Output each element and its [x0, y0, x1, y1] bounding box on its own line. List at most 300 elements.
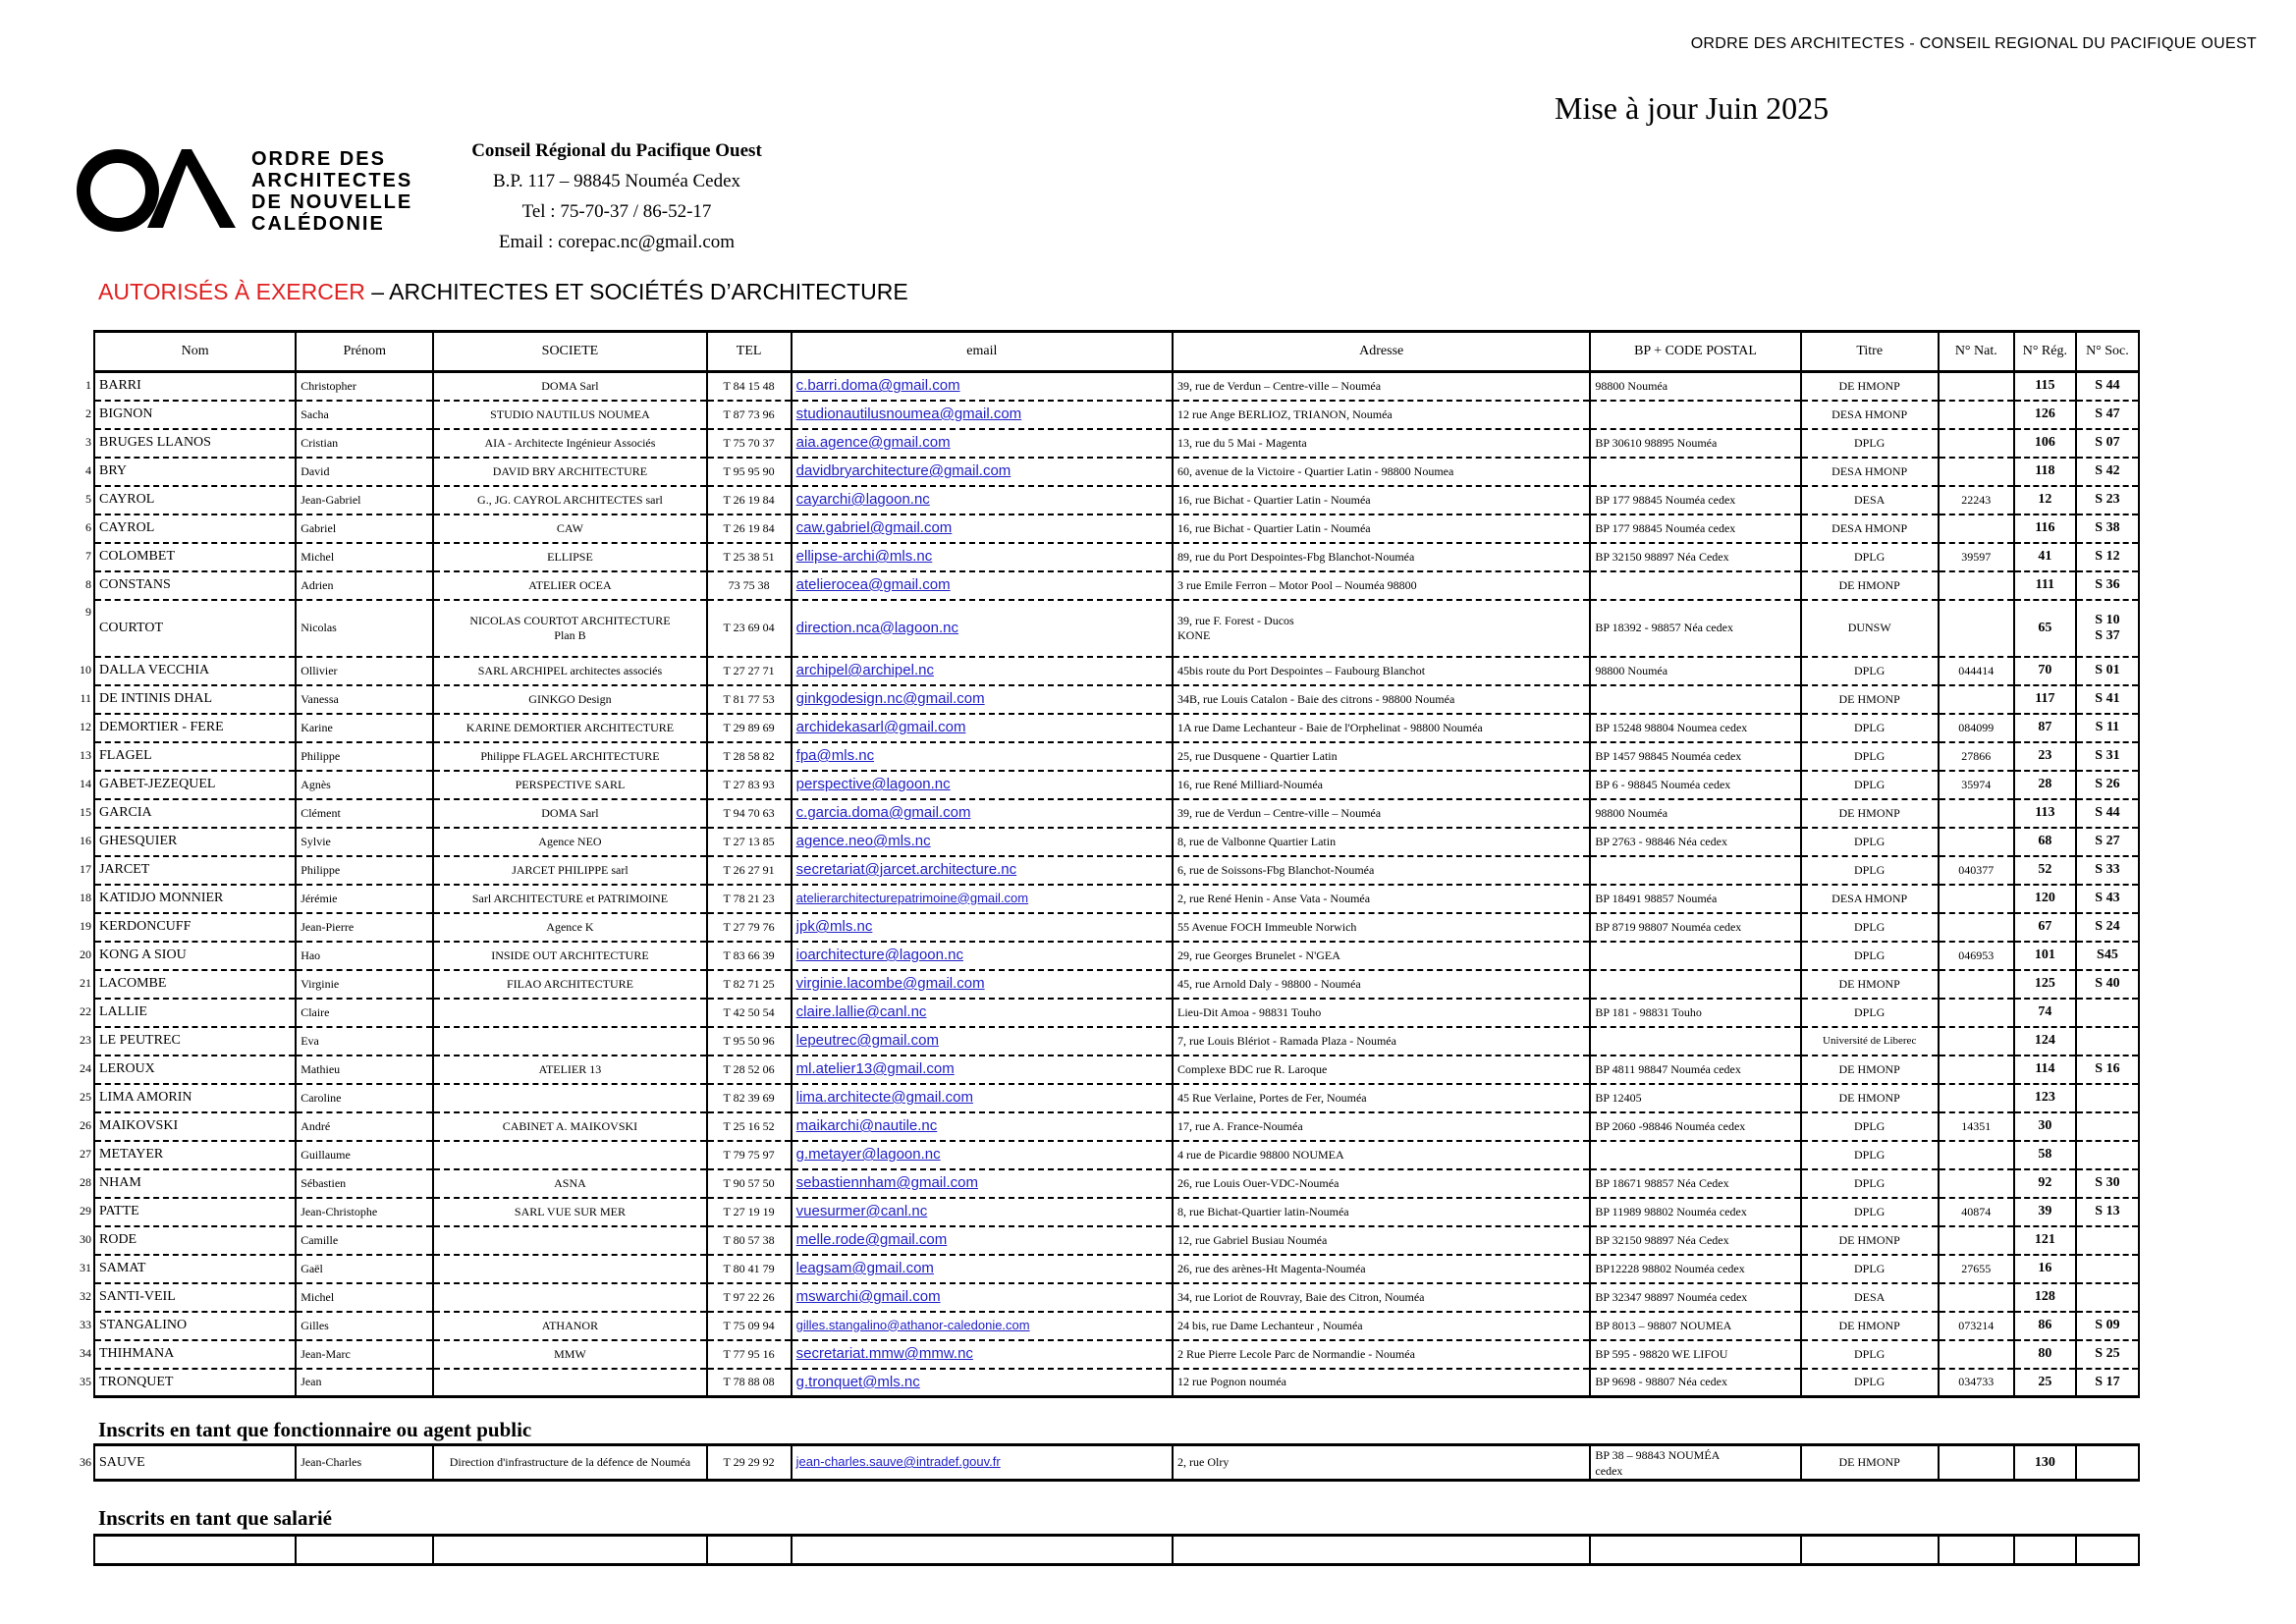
column-header: SOCIETE [433, 332, 706, 372]
reg-text: 126 [2034, 406, 2055, 421]
cell-adresse [1173, 429, 1590, 458]
email-link[interactable]: davidbryarchitecture@gmail.com [795, 462, 1011, 479]
row-index: 24 [80, 1061, 91, 1075]
titre-text: DPLG [1854, 947, 1886, 962]
cell-email[interactable] [792, 742, 1173, 771]
cell-adresse [1173, 970, 1590, 999]
cell-adresse [1173, 856, 1590, 885]
cell-email[interactable] [792, 514, 1173, 543]
nat-text: 39597 [1961, 549, 1992, 564]
table-row [94, 657, 2139, 685]
email-link[interactable]: c.garcia.doma@gmail.com [795, 804, 971, 821]
reg-text: 114 [2035, 1061, 2055, 1076]
tel-text: T 82 71 25 [723, 976, 775, 991]
email-link[interactable]: gilles.stangalino@athanor-caledonie.com [795, 1317, 1030, 1332]
email-link[interactable]: mswarchi@gmail.com [795, 1288, 941, 1305]
table-row [94, 401, 2139, 429]
cell-tel [707, 600, 792, 657]
email-link[interactable]: c.barri.doma@gmail.com [795, 377, 960, 395]
cell-soc [2076, 685, 2139, 714]
cell-nom [85, 543, 296, 571]
cell-societe [433, 1340, 706, 1369]
soc-text: S 24 [2095, 919, 2120, 934]
cell-reg [2014, 970, 2076, 999]
cell-tel [707, 372, 792, 401]
email-link[interactable]: lima.architecte@gmail.com [795, 1089, 973, 1106]
email-link[interactable]: cayarchi@lagoon.nc [795, 491, 930, 508]
soc-text: S 40 [2095, 976, 2120, 991]
cell-reg [2014, 885, 2076, 913]
cell-soc [2076, 429, 2139, 458]
cell-adresse [1173, 885, 1590, 913]
cell-tel [707, 742, 792, 771]
cell-nom [80, 828, 296, 856]
cell-email[interactable] [792, 458, 1173, 486]
titre-text: DE HMONP [1838, 805, 1900, 820]
bp-text: BP 38 – 98843 NOUMÉA [1595, 1447, 1721, 1462]
tel-text: T 79 75 97 [723, 1147, 775, 1162]
logo-line-3: DE NOUVELLE [251, 191, 413, 213]
row-index: 19 [80, 919, 91, 933]
table-row [94, 1112, 2139, 1141]
cell-bp [1590, 1027, 1800, 1056]
nom-text: LALLIE [99, 1004, 147, 1019]
cell-titre [1801, 856, 1939, 885]
email-link[interactable]: lepeutrec@gmail.com [795, 1032, 939, 1049]
societe-text: NICOLAS COURTOT ARCHITECTURE [469, 613, 671, 627]
bp-text: BP 32150 98897 Néa Cedex [1595, 549, 1729, 564]
reg-text: 117 [2035, 691, 2055, 706]
email-link[interactable]: aia.agence@gmail.com [795, 434, 951, 451]
cell-nom [85, 401, 296, 429]
nom-text: NHAM [99, 1175, 141, 1190]
cell-reg [2014, 657, 2076, 685]
cell-email[interactable] [792, 1198, 1173, 1226]
cell-email[interactable] [792, 913, 1173, 942]
cell-nat [1939, 1027, 2014, 1056]
nom-text: MAIKOVSKI [99, 1118, 179, 1133]
prenom-text: Michel [301, 1289, 335, 1304]
cell-email[interactable] [792, 885, 1173, 913]
bp-text: BP 177 98845 Nouméa cedex [1595, 520, 1736, 535]
cell-prenom [296, 1340, 433, 1369]
cell-nom [85, 600, 296, 657]
prenom-text: Hao [301, 947, 321, 962]
cell-nat [1939, 1312, 2014, 1340]
prenom-text: Camille [301, 1232, 339, 1247]
cell-email[interactable] [792, 685, 1173, 714]
cell-reg [2014, 600, 2076, 657]
bp-text: 98800 Nouméa [1595, 663, 1668, 677]
soc-text: S 01 [2095, 663, 2120, 677]
table-row [94, 372, 2139, 401]
tel-text: T 27 27 71 [723, 663, 775, 677]
cell-nat [1939, 714, 2014, 742]
cell-soc [2076, 486, 2139, 514]
table-row [94, 1312, 2139, 1340]
table-row [94, 742, 2139, 771]
reg-text: 16 [2038, 1261, 2052, 1275]
cell-email[interactable] [792, 1027, 1173, 1056]
cell-tel [707, 1112, 792, 1141]
cell-bp [1590, 1369, 1800, 1397]
reg-text: 58 [2038, 1147, 2052, 1162]
cell-email[interactable] [792, 1312, 1173, 1340]
cell-email[interactable] [792, 372, 1173, 401]
reg-text: 92 [2038, 1175, 2052, 1190]
reg-text: 39 [2038, 1204, 2052, 1218]
adresse-text: 1A rue Dame Lechanteur - Baie de l'Orphelinat - 98800 Nouméa [1177, 720, 1483, 734]
tel-text: T 27 79 76 [723, 919, 775, 934]
bp-text: BP 2763 - 98846 Néa cedex [1595, 834, 1727, 848]
cell-nom [80, 1169, 296, 1198]
email-link[interactable]: jpk@mls.nc [795, 918, 873, 935]
contact-address: B.P. 117 – 98845 Nouméa Cedex [492, 171, 741, 191]
email-link[interactable]: caw.gabriel@gmail.com [795, 519, 953, 536]
email-link[interactable]: perspective@lagoon.nc [795, 776, 951, 792]
cell-bp [1590, 685, 1800, 714]
prenom-text: Philippe [301, 862, 341, 877]
bp-text: BP 18491 98857 Nouméa [1595, 891, 1718, 905]
cell-email[interactable] [792, 999, 1173, 1027]
cell-tel [707, 429, 792, 458]
soc-text: S 36 [2095, 577, 2120, 592]
bp-text: BP 2060 -98846 Nouméa cedex [1595, 1118, 1746, 1133]
cell-soc [2076, 543, 2139, 571]
soc-text: S45 [2097, 947, 2118, 962]
adresse-text: 45 Rue Verlaine, Portes de Fer, Nouméa [1177, 1090, 1367, 1105]
cell-email[interactable] [792, 1369, 1173, 1397]
row-index: 30 [80, 1232, 91, 1246]
cell-email[interactable] [792, 1112, 1173, 1141]
titre-text: DESA HMONP [1831, 891, 1908, 905]
prenom-text: Guillaume [301, 1147, 351, 1162]
email-link[interactable]: claire.lallie@canl.nc [795, 1003, 927, 1020]
adresse-text: 7, rue Louis Blériot - Ramada Plaza - Nouméa [1177, 1033, 1396, 1048]
cell-bp [1590, 1226, 1800, 1255]
cell-nom [80, 1141, 296, 1169]
cell-nom [80, 742, 296, 771]
nom-text: GABET-JEZEQUEL [99, 777, 216, 791]
column-header: N° Nat. [1939, 332, 2014, 372]
cell-prenom [296, 1312, 433, 1340]
email-link[interactable]: ginkgodesign.nc@gmail.com [795, 690, 985, 707]
cell-tel [707, 999, 792, 1027]
cell-prenom [296, 1084, 433, 1112]
email-link[interactable]: secretariat@jarcet.architecture.nc [795, 861, 1017, 878]
logo-line-1: ORDRE DES [251, 148, 386, 170]
cell-titre [1801, 1283, 1939, 1312]
cell-email[interactable] [792, 657, 1173, 685]
cell-nom [80, 657, 296, 685]
cell-titre [1801, 1369, 1939, 1397]
cell-nom [85, 486, 296, 514]
oa-logo-icon [77, 145, 450, 236]
adresse-text: Complexe BDC rue R. Laroque [1177, 1061, 1328, 1076]
reg-text: 121 [2034, 1232, 2055, 1247]
cell-email[interactable] [792, 771, 1173, 799]
cell-reg [2014, 999, 2076, 1027]
email-link[interactable]: jean-charles.sauve@intradef.gouv.fr [795, 1454, 1001, 1469]
reg-text: 120 [2034, 891, 2055, 905]
cell-tel [707, 1056, 792, 1084]
cell-bp [1590, 1169, 1800, 1198]
societe-text: PERSPECTIVE SARL [515, 777, 626, 791]
cell-societe [433, 742, 706, 771]
cell-nom [85, 429, 296, 458]
cell-email[interactable] [792, 1056, 1173, 1084]
adresse-text: 8, rue de Valbonne Quartier Latin [1177, 834, 1337, 848]
email-link[interactable]: leagsam@gmail.com [795, 1260, 934, 1276]
cell-titre [1801, 913, 1939, 942]
email-link[interactable]: direction.nca@lagoon.nc [795, 619, 958, 636]
cell-titre [1801, 1112, 1939, 1141]
cell-soc [2076, 1340, 2139, 1369]
titre-text: DPLG [1854, 1118, 1886, 1133]
cell-tel [707, 1027, 792, 1056]
cell-email[interactable] [792, 828, 1173, 856]
table-row [94, 1226, 2139, 1255]
cell-bp [1590, 742, 1800, 771]
tel-text: T 28 52 06 [723, 1061, 775, 1076]
cell-email[interactable] [792, 1169, 1173, 1198]
titre-text: DPLG [1854, 435, 1886, 450]
nom-text: PATTE [99, 1204, 139, 1218]
cell-email[interactable] [792, 1445, 1173, 1481]
cell-reg [2014, 1084, 2076, 1112]
cell-societe [433, 999, 706, 1027]
cell-societe [433, 714, 706, 742]
societe-text: Direction d'infrastructure de la défence de Nouméa [449, 1455, 691, 1469]
cell-nat [1939, 885, 2014, 913]
logo-line-4: CALÉDONIE [251, 213, 385, 235]
row-index: 13 [80, 748, 91, 762]
cell-titre [1801, 1340, 1939, 1369]
cell-email[interactable] [792, 799, 1173, 828]
table-row [94, 1198, 2139, 1226]
email-link[interactable]: agence.neo@mls.nc [795, 833, 931, 849]
email-link[interactable]: virginie.lacombe@gmail.com [795, 975, 985, 992]
bp-text: BP 181 - 98831 Touho [1595, 1004, 1702, 1019]
cell-nom [80, 970, 296, 999]
soc-text: S 23 [2095, 492, 2120, 507]
cell-prenom [296, 1056, 433, 1084]
prenom-text: Karine [301, 720, 333, 734]
email-link[interactable]: maikarchi@nautile.nc [795, 1117, 938, 1134]
cell-soc [2076, 799, 2139, 828]
reg-text: 123 [2034, 1090, 2055, 1105]
email-link[interactable]: g.tronquet@mls.nc [795, 1373, 920, 1390]
bp-text: 98800 Nouméa [1595, 805, 1668, 820]
cell-societe [433, 885, 706, 913]
email-link[interactable]: atelierocea@gmail.com [795, 576, 951, 593]
titre-text: DE HMONP [1838, 1455, 1900, 1469]
cell-email[interactable] [792, 543, 1173, 571]
cell-nat [1939, 771, 2014, 799]
prenom-text: Jean [301, 1375, 322, 1389]
cell-email[interactable] [792, 1084, 1173, 1112]
table-row [94, 970, 2139, 999]
contact-block [430, 135, 803, 257]
email-link[interactable]: secretariat.mmw@mmw.nc [795, 1345, 973, 1362]
salarie-section-title: Inscrits en tant que salarié [98, 1506, 332, 1530]
bp-text: BP 1457 98845 Nouméa cedex [1595, 748, 1742, 763]
nom-text: DEMORTIER - FERE [99, 720, 224, 734]
cell-email[interactable] [792, 486, 1173, 514]
bp-text: BP 8013 – 98807 NOUMEA [1595, 1318, 1732, 1332]
adresse-text: 39, rue de Verdun – Centre-ville – Nouméa [1177, 378, 1382, 393]
reg-text: 52 [2038, 862, 2052, 877]
cell-nat [1939, 514, 2014, 543]
row-index: 5 [85, 492, 91, 506]
row-index: 36 [80, 1454, 91, 1469]
cell-prenom [296, 1141, 433, 1169]
prenom-text: Jean-Gabriel [301, 492, 361, 507]
nom-text: CONSTANS [99, 577, 171, 592]
prenom-text: Gaël [301, 1261, 323, 1275]
email-link[interactable]: archipel@archipel.nc [795, 662, 934, 678]
tel-text: T 80 41 79 [723, 1261, 775, 1275]
email-link[interactable]: vuesurmer@canl.nc [795, 1203, 928, 1219]
table-row [94, 1445, 2139, 1481]
cell-email[interactable] [792, 1283, 1173, 1312]
table-row [94, 1027, 2139, 1056]
cell-nat [1939, 685, 2014, 714]
nat-text: 27655 [1961, 1261, 1992, 1275]
table-row [94, 942, 2139, 970]
cell-email[interactable] [792, 970, 1173, 999]
cell-nat [1939, 999, 2014, 1027]
cell-titre [1801, 942, 1939, 970]
reg-text: 130 [2034, 1454, 2055, 1470]
cell-adresse [1173, 1027, 1590, 1056]
cell-soc [2076, 1255, 2139, 1283]
email-link[interactable]: fpa@mls.nc [795, 747, 875, 764]
cell-nom [80, 799, 296, 828]
cell-bp [1590, 1112, 1800, 1141]
nom-text: SAUVE [99, 1454, 145, 1470]
logo [77, 145, 450, 241]
soc-text: S 26 [2095, 777, 2120, 791]
adresse2-text: KONE [1177, 627, 1211, 642]
reg-text: 113 [2035, 805, 2055, 820]
cell-titre [1801, 1312, 1939, 1340]
cell-tel [707, 828, 792, 856]
cell-nat [1939, 401, 2014, 429]
cell-reg [2014, 458, 2076, 486]
soc-text: S 42 [2095, 463, 2120, 478]
cell-email[interactable] [792, 401, 1173, 429]
adresse-text: 89, rue du Port Despointes-Fbg Blanchot-Nouméa [1177, 549, 1415, 564]
reg-text: 70 [2038, 663, 2052, 677]
email-link[interactable]: archidekasarl@gmail.com [795, 719, 966, 735]
adresse-text: Lieu-Dit Amoa - 98831 Touho [1177, 1004, 1322, 1019]
nom-text: FLAGEL [99, 748, 152, 763]
nat-text: 27866 [1961, 748, 1992, 763]
cell-bp [1590, 970, 1800, 999]
cell-email[interactable] [792, 1226, 1173, 1255]
reg-text: 67 [2038, 919, 2052, 934]
adresse-text: 16, rue Bichat - Quartier Latin - Nouméa [1177, 520, 1371, 535]
cell-societe [433, 1445, 706, 1481]
adresse-text: 8, rue Bichat-Quartier latin-Nouméa [1177, 1204, 1349, 1218]
table-row [94, 514, 2139, 543]
cell-societe [433, 771, 706, 799]
cell-adresse [1173, 1445, 1590, 1481]
cell-reg [2014, 828, 2076, 856]
email-link[interactable]: studionautilusnoumea@gmail.com [795, 406, 1022, 422]
prenom-text: Mathieu [301, 1061, 341, 1076]
societe-text: CABINET A. MAIKOVSKI [502, 1118, 638, 1133]
cell-email[interactable] [792, 714, 1173, 742]
nom-text: BARRI [99, 378, 141, 394]
cell-nom [80, 1084, 296, 1112]
cell-email[interactable] [792, 1255, 1173, 1283]
cell-email[interactable] [792, 1141, 1173, 1169]
prenom-text: Eva [301, 1033, 319, 1048]
cell-prenom [296, 913, 433, 942]
cell-soc [2076, 999, 2139, 1027]
cell-tel [707, 1169, 792, 1198]
reg-text: 118 [2035, 463, 2055, 478]
table-row [94, 1255, 2139, 1283]
row-index: 25 [80, 1090, 91, 1104]
titre-text: DPLG [1854, 862, 1886, 877]
prenom-text: Jean-Charles [301, 1455, 362, 1469]
soc-text: S 43 [2095, 891, 2120, 905]
email-link[interactable]: g.metayer@lagoon.nc [795, 1146, 941, 1163]
email-link[interactable]: melle.rode@gmail.com [795, 1231, 948, 1248]
cell-tel [707, 771, 792, 799]
cell-prenom [296, 799, 433, 828]
cell-adresse [1173, 486, 1590, 514]
row-index: 17 [80, 862, 91, 876]
cell-nom [80, 942, 296, 970]
email-link[interactable]: ellipse-archi@mls.nc [795, 548, 933, 565]
table-header [94, 332, 2139, 372]
cell-reg [2014, 1112, 2076, 1141]
cell-societe [433, 1027, 706, 1056]
cell-adresse [1173, 799, 1590, 828]
cell-email[interactable] [792, 942, 1173, 970]
bp-text: BP 6 - 98845 Nouméa cedex [1595, 777, 1731, 791]
cell-email[interactable] [792, 1340, 1173, 1369]
adresse-text: 26, rue Louis Ouer-VDC-Nouméa [1177, 1175, 1339, 1190]
nom-text: SANTI-VEIL [99, 1289, 176, 1304]
nom-text: COLOMBET [99, 549, 175, 564]
cell-email[interactable] [792, 429, 1173, 458]
cell-email[interactable] [792, 856, 1173, 885]
cell-bp [1590, 913, 1800, 942]
cell-nat [1939, 571, 2014, 600]
cell-email[interactable] [792, 571, 1173, 600]
bp-text: BP 30610 98895 Nouméa [1595, 435, 1718, 450]
cell-email[interactable] [792, 600, 1173, 657]
societe-text: SARL VUE SUR MER [514, 1204, 626, 1218]
cell-nat [1939, 970, 2014, 999]
prenom-text: Clément [301, 805, 341, 820]
prenom-text: Sébastien [301, 1175, 347, 1190]
cell-tel [707, 885, 792, 913]
adresse-text: 16, rue Bichat - Quartier Latin - Nouméa [1177, 492, 1371, 507]
nom-text: BIGNON [99, 406, 153, 421]
email-link[interactable]: ioarchitecture@lagoon.nc [795, 947, 963, 963]
adresse-text: 12, rue Gabriel Busiau Nouméa [1177, 1232, 1328, 1247]
email-link[interactable]: ml.atelier13@gmail.com [795, 1060, 955, 1077]
email-link[interactable]: sebastiennham@gmail.com [795, 1174, 978, 1191]
email-link[interactable]: atelierarchitecturepatrimoine@gmail.com [795, 890, 1029, 905]
nom-text: CAYROL [99, 492, 155, 507]
